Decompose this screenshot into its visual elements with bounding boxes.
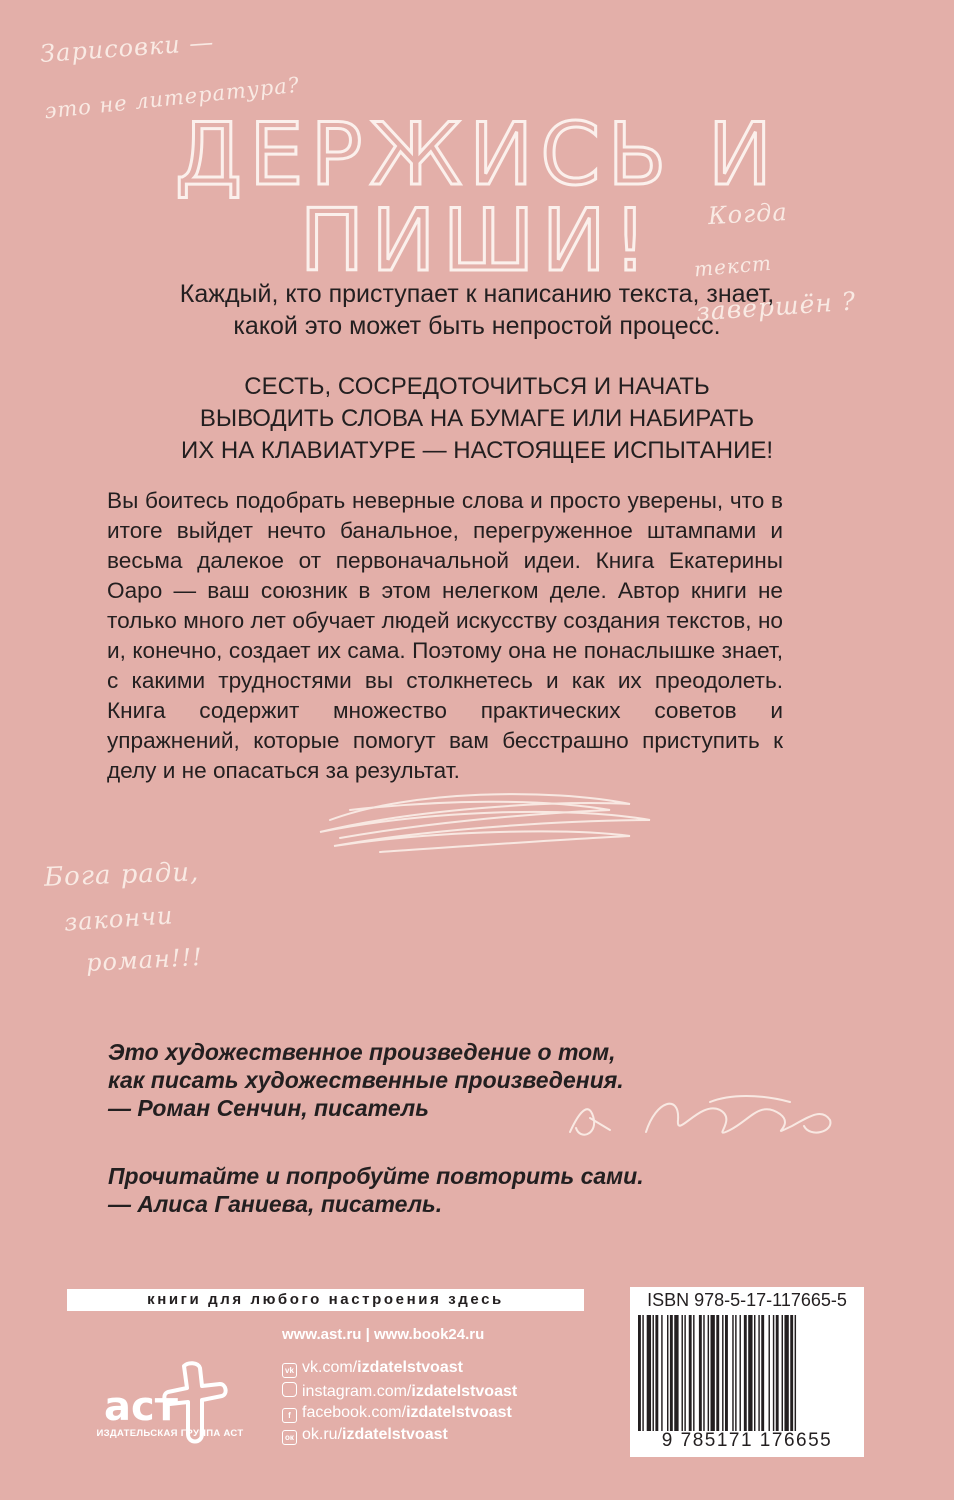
note-finish-line1: Бога ради, (43, 857, 200, 893)
intro-line2: какой это может быть непростой процесс. (233, 312, 721, 340)
quote-senchin-line1: Это художественное произведение о том, (108, 1039, 616, 1065)
quote-senchin (108, 1038, 748, 1122)
social-ok-prefix: ok.ru/ (302, 1426, 343, 1443)
social-instagram-prefix: instagram.com/ (302, 1383, 412, 1400)
website-links[interactable]: www.ast.ru | www.book24.ru (282, 1326, 485, 1343)
note-when-line3: завершён ? (695, 286, 858, 327)
instagram-icon (282, 1382, 297, 1397)
publisher-label: ИЗДАТЕЛЬСКАЯ ГРУППА АСТ (96, 1428, 244, 1439)
caps-line2: ВЫВОДИТЬ СЛОВА НА БУМАГЕ ИЛИ НАБИРАТЬ (199, 405, 755, 432)
social-ok[interactable] (282, 1426, 448, 1445)
barcode-bar (769, 1315, 770, 1431)
note-finish-line3: роман!!! (85, 942, 204, 978)
book-title: ДЕРЖИСЬ И ПИШИ! (174, 105, 780, 291)
barcode-bar (661, 1315, 662, 1431)
barcode-bar (744, 1315, 747, 1431)
caps-text (100, 371, 854, 467)
note-when-line1: Когда (707, 197, 789, 231)
barcode-bar (711, 1315, 715, 1431)
barcode-bar (758, 1315, 759, 1431)
note-finish-line2: закончи (63, 901, 175, 937)
social-instagram[interactable] (282, 1382, 517, 1401)
scribble-drawing (290, 780, 670, 860)
social-vk-prefix: vk.com/ (302, 1359, 358, 1376)
social-vk[interactable] (282, 1359, 463, 1378)
social-ok-handle: izdatelstvoast (342, 1426, 448, 1443)
barcode-bar (682, 1315, 683, 1431)
quote-senchin-attribution: — Роман Сенчин, писатель (108, 1095, 429, 1121)
barcode-bar (795, 1315, 796, 1431)
intro-line1: Каждый, кто приступает к написанию текста, знает, (179, 280, 775, 308)
barcode-bar (708, 1315, 709, 1431)
barcode-bar (732, 1315, 733, 1431)
barcode-bars (638, 1315, 856, 1431)
social-facebook-prefix: facebook.com/ (302, 1404, 407, 1421)
ast-logo-text: аст (104, 1384, 178, 1430)
barcode-bar (703, 1315, 704, 1431)
barcode-bar (754, 1315, 755, 1431)
barcode-bar (684, 1315, 685, 1431)
quote-ganieva (108, 1162, 748, 1218)
social-facebook[interactable] (282, 1404, 512, 1423)
barcode-bar (699, 1315, 702, 1431)
barcode-bar (670, 1315, 673, 1431)
quote-ganieva-attribution: — Алиса Ганиева, писатель. (108, 1191, 443, 1217)
barcode-bar (735, 1315, 736, 1431)
barcode-bar (667, 1315, 668, 1431)
note-sketches-line2: это не литература? (43, 72, 302, 124)
barcode-bar (761, 1315, 764, 1431)
note-sketches-line1: Зарисовки — (39, 27, 216, 69)
description-paragraph: Вы боитесь подобрать неверные слова и просто уверены, что в итоге выйдет нечто банальное, перегруженное штампами и весьма далекое от первоначальной идеи. Книга Екатерины Оаро — ваш союзник в этом нелегком деле. Автор книги не только много лет обучает людей искусству создания текстов, но и, конечно, создает их сама. Поэтому она не понаслышке знает, с какими трудностями вы столкнетесь и как их преодолеть. Книга содержит множество практических советов и упражнений, которые помогут вам бесстрашно приступить к делу и не опасаться за результат. (107, 488, 783, 783)
barcode-bar (740, 1315, 741, 1431)
quote-ganieva-line1: Прочитайте и попробуйте повторить сами. (108, 1163, 644, 1189)
barcode-bar (790, 1315, 793, 1431)
social-instagram-handle: izdatelstvoast (411, 1383, 518, 1400)
barcode-bar (674, 1315, 678, 1431)
barcode-bar (748, 1315, 752, 1431)
social-facebook-handle: izdatelstvoast (406, 1404, 512, 1421)
barcode-bar (693, 1315, 694, 1431)
caps-line1: СЕСТЬ, СОСРЕДОТОЧИТЬСЯ И НАЧАТЬ (244, 373, 710, 400)
barcode-bar (647, 1315, 651, 1431)
barcode-bar (689, 1315, 692, 1431)
vk-icon: vk (282, 1363, 297, 1378)
caps-line3: ИХ НА КЛАВИАТУРЕ — НАСТОЯЩЕЕ ИСПЫТАНИЕ! (180, 437, 774, 464)
barcode-bar (655, 1315, 658, 1431)
barcode-bar (638, 1315, 641, 1431)
barcode-bar (776, 1315, 779, 1431)
barcode-bar (784, 1315, 788, 1431)
social-vk-handle: izdatelstvoast (357, 1359, 463, 1376)
barcode-bar (782, 1315, 783, 1431)
note-when-line2: текст (693, 250, 773, 282)
barcode-bar (653, 1315, 654, 1431)
facebook-icon: f (282, 1408, 297, 1423)
barcode-bar (642, 1315, 643, 1431)
barcode-bar (773, 1315, 774, 1431)
intro-text (100, 278, 854, 342)
isbn-barcode (630, 1287, 864, 1457)
tagline-bar: книги для любого настроения здесь (67, 1289, 584, 1311)
barcode-digits: 9 785171 176655 (661, 1430, 833, 1451)
barcode-bar (722, 1315, 723, 1431)
barcode-bar (716, 1315, 719, 1431)
barcode-bar (725, 1315, 728, 1431)
quote-senchin-line2: как писать художественные произведения. (108, 1067, 624, 1093)
ok-icon: ок (282, 1430, 297, 1445)
isbn-number: ISBN 978-5-17-117665-5 (647, 1290, 847, 1310)
